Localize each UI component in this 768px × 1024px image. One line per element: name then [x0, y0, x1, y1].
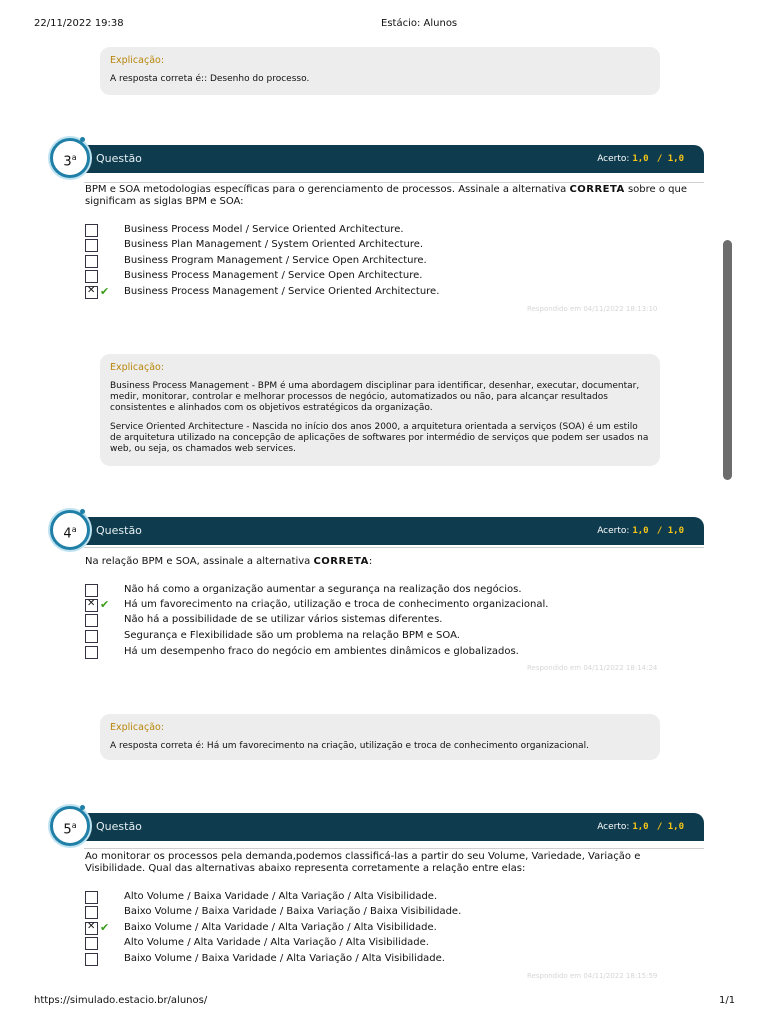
option-checkbox[interactable]	[85, 584, 98, 597]
explanation-title: Explicação:	[110, 55, 165, 66]
badge-dot	[80, 509, 85, 514]
print-url: https://simulado.estacio.br/alunos/	[34, 995, 208, 1006]
option-checkbox[interactable]	[85, 646, 98, 659]
question-stem: Na relação BPM e SOA, assinale a alternativa CORRETA:	[85, 556, 373, 567]
question-header-5	[56, 813, 704, 841]
checkmark-icon: ✔	[100, 921, 110, 934]
option-text: Alto Volume / Baixa Varidade / Alta Variação / Alta Visibilidade.	[124, 891, 438, 902]
score: Acerto: 1,0 / 1,0	[597, 154, 684, 164]
question-divider	[84, 547, 704, 548]
answer-option[interactable]	[85, 255, 685, 269]
option-checkbox[interactable]	[85, 953, 98, 966]
score: Acerto: 1,0 / 1,0	[597, 526, 684, 536]
question-number-badge: 4$^a$	[50, 510, 90, 550]
answer-option-selected[interactable]	[85, 286, 685, 300]
explanation-box-q4	[100, 714, 660, 760]
badge-dot	[80, 137, 85, 142]
question-number-badge: 5$^a$	[50, 806, 90, 846]
option-text: Não há a possibilidade de se utilizar vários sistemas diferentes.	[124, 614, 443, 625]
scrollbar-thumb[interactable]	[723, 240, 732, 480]
option-text: Business Program Management / Service Open Architecture.	[124, 255, 427, 266]
option-text: Há um desempenho fraco do negócio em ambientes dinâmicos e globalizados.	[124, 646, 519, 657]
option-checkbox[interactable]	[85, 630, 98, 643]
question-label: Questão	[96, 820, 142, 833]
score: Acerto: 1,0 / 1,0	[597, 822, 684, 832]
question-label: Questão	[96, 524, 142, 537]
answered-timestamp: Respondido em 04/11/2022 18:14:24	[527, 664, 658, 672]
print-page-number: 1/1	[719, 995, 736, 1006]
option-text: Business Plan Management / System Oriented Architecture.	[124, 239, 424, 250]
print-page-title: Estácio: Alunos	[381, 18, 458, 29]
explanation-text: A resposta correta é:: Desenho do processo.	[110, 74, 310, 84]
answer-option-selected[interactable]	[85, 922, 685, 936]
answer-option[interactable]	[85, 239, 685, 253]
answer-option[interactable]	[85, 646, 685, 660]
answered-timestamp: Respondido em 04/11/2022 18:13:10	[527, 305, 658, 313]
question-divider	[84, 848, 704, 849]
question-divider	[84, 182, 704, 183]
option-checkbox[interactable]	[85, 937, 98, 950]
explanation-title: Explicação:	[110, 722, 165, 733]
explanation-title: Explicação:	[110, 362, 165, 373]
question-header-4	[56, 517, 704, 545]
option-text: Baixo Volume / Baixa Varidade / Baixa Variação / Baixa Visibilidade.	[124, 906, 462, 917]
option-text: Há um favorecimento na criação, utilização e troca de conhecimento organizacional.	[124, 599, 549, 610]
answered-timestamp: Respondido em 04/11/2022 18:15:59	[527, 972, 658, 980]
answer-option[interactable]	[85, 891, 685, 905]
question-number-badge: 3$^a$	[50, 138, 90, 178]
option-checkbox[interactable]	[85, 614, 98, 627]
print-datetime: 22/11/2022 19:38	[34, 18, 124, 29]
option-checkbox[interactable]	[85, 239, 98, 252]
question-stem: Ao monitorar os processos pela demanda,podemos classificá-las a partir do seu Volume, Variedade, Variação e Visibilidade. Qual das alternativas abaixo representa corretamente a relação entre elas:	[85, 851, 641, 874]
badge-dot	[80, 805, 85, 810]
answer-option[interactable]	[85, 953, 685, 967]
question-stem: BPM e SOA metodologias específicas para o gerenciamento de processos. Assinale a alternativa CORRETA sobre o que significam as siglas BPM e SOA:	[85, 184, 688, 207]
checkmark-icon: ✔	[100, 285, 110, 298]
answer-option[interactable]	[85, 224, 685, 238]
option-text: Segurança e Flexibilidade são um problema na relação BPM e SOA.	[124, 630, 460, 641]
option-text: Baixo Volume / Alta Varidade / Alta Variação / Alta Visibilidade.	[124, 922, 437, 933]
option-checkbox-checked[interactable]	[85, 286, 98, 299]
answer-option[interactable]	[85, 906, 685, 920]
answer-option[interactable]	[85, 630, 685, 644]
checkmark-icon: ✔	[100, 598, 110, 611]
option-checkbox[interactable]	[85, 224, 98, 237]
option-checkbox[interactable]	[85, 906, 98, 919]
option-text: Baixo Volume / Baixa Varidade / Alta Variação / Alta Visibilidade.	[124, 953, 445, 964]
option-checkbox-checked[interactable]	[85, 599, 98, 612]
answer-option[interactable]	[85, 614, 685, 628]
question-header-3	[56, 145, 704, 173]
explanation-text: A resposta correta é: Há um favorecimento na criação, utilização e troca de conhecimento organizacional.	[110, 741, 589, 751]
explanation-box-q3	[100, 354, 660, 466]
answer-option-selected[interactable]	[85, 599, 685, 613]
option-text: Alto Volume / Alta Varidade / Alta Variação / Alta Visibilidade.	[124, 937, 429, 948]
option-checkbox[interactable]	[85, 270, 98, 283]
answer-option[interactable]	[85, 584, 685, 598]
option-text: Business Process Model / Service Oriented Architecture.	[124, 224, 404, 235]
explanation-paragraph: Business Process Management - BPM é uma abordagem disciplinar para identificar, desenhar, executar, documentar, medir, monitorar, controlar e melhorar processos de negócio, automatizados ou não, para alcançar resultados consistentes e alinhados com os objetivos estratégicos da organização.	[110, 381, 640, 413]
explanation-paragraph: Service Oriented Architecture - Nascida no início dos anos 2000, a arquitetura orientada a serviços (SOA) é um estilo de arquitetura utilizado na concepção de aplicações de softwares por intermédio de serviços que podem ser usados na web, ou seja, os chamados web services.	[110, 422, 649, 454]
option-text: Business Process Management / Service Oriented Architecture.	[124, 286, 440, 297]
option-checkbox-checked[interactable]	[85, 922, 98, 935]
explanation-box-q2	[100, 47, 660, 95]
option-checkbox[interactable]	[85, 891, 98, 904]
answer-option[interactable]	[85, 270, 685, 284]
option-checkbox[interactable]	[85, 255, 98, 268]
answer-option[interactable]	[85, 937, 685, 951]
option-text: Business Process Management / Service Open Architecture.	[124, 270, 423, 281]
question-label: Questão	[96, 152, 142, 165]
explanation-text	[110, 381, 650, 455]
option-text: Não há como a organização aumentar a segurança na realização dos negócios.	[124, 584, 522, 595]
